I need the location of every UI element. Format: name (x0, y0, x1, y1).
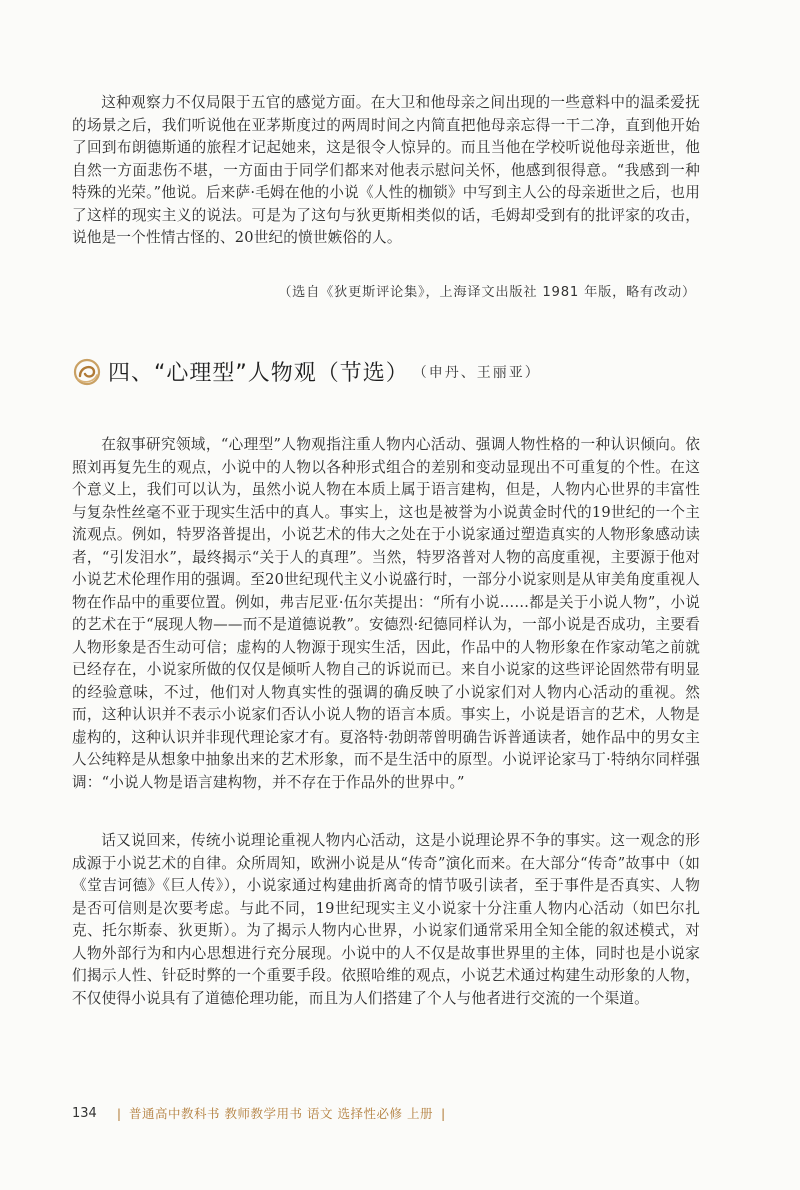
footer-book-title: 普通高中教科书 教师教学用书 语文 选择性必修 上册 (129, 1106, 433, 1121)
paragraph-traditional-theory: 话又说回来，传统小说理论重视人物内心活动，这是小说理论界不争的事实。这一观念的形成源于小说艺术的自律。众所周知，欧洲小说是从“传奇”演化而来。在大部分“传奇”故事中（如《堂吉诃德》《巨人传》），小说家通过构建曲折离奇的情节吸引读者，至于事件是否真实、人物是否可信则是次要考虑。与此不同，19世纪现实主义小说家十分注重人物内心活动（如巴尔扎克、托尔斯泰、狄更斯）。为了揭示人物内心世界，小说家们通常采用全知全能的叙述模式，对人物外部行为和内心思想进行充分展现。小说中的人不仅是故事世界里的主体，同时也是小说家们揭示人性、针砭时弊的一个重要手段。依照哈维的观点，小说艺术通过构建生动形象的人物，不仅使得小说具有了道德伦理功能，而且为人们搭建了个人与他者进行交流的一个渠道。 (72, 832, 700, 1007)
page-number: 134 (72, 1105, 97, 1121)
swirl-icon (72, 357, 102, 387)
page-footer (72, 1104, 453, 1122)
section-heading (72, 356, 541, 387)
footer-separator-end: | (440, 1105, 446, 1121)
source-citation: （选自《狄更斯评论集》，上海译文出版社 1981 年版，略有改动） (278, 285, 696, 300)
footer-separator: | (116, 1105, 122, 1121)
paragraph-psychological-view: 在叙事研究领域，“心理型”人物观指注重人物内心活动、强调人物性格的一种认识倾向。依照刘再复先生的观点，小说中的人物以各种形式组合的差别和变动显现出不可重复的个性。在这个意义上，我们可以认为，虽然小说人物在本质上属于语言建构，但是，人物内心世界的丰富性与复杂性丝毫不亚于现实生活中的真人。事实上，这也是被誉为小说黄金时代的19世纪的一个主流观点。例如，特罗洛普提出，小说艺术的伟大之处在于小说家通过塑造真实的人物形象感动读者，“引发泪水”，最终揭示“关于人的真理”。当然，特罗洛普对人物的高度重视，主要源于他对小说艺术伦理作用的强调。至20世纪现代主义小说盛行时，一部分小说家则是从审美角度重视人物在作品中的重要位置。例如，弗吉尼亚·伍尔芙提出：“所有小说……都是关于小说人物”，小说的艺术在于“展现人物——而不是道德说教”。安德烈·纪德同样认为，一部小说是否成功，主要看人物形象是否生动可信；虚构的人物源于现实生活，因此，作品中的人物形象在作家动笔之前就已经存在，小说家所做的仅仅是倾听人物自己的诉说而已。来自小说家的这些评论固然带有明显的经验意味，不过，他们对人物真实性的强调的确反映了小说家们对人物内心活动的重视。然而，这种认识并不表示小说家们否认小说人物的语言本质。事实上，小说是语言的艺术，人物是虚构的，这种认识并非现代理论家才有。夏洛特·勃朗蒂曾明确告诉普通读者，她作品中的男女主人公纯粹是从想象中抽象出来的艺术形象，而不是生活中的原型。小说评论家马丁·特纳尔同样强调：“小说人物是语言建构物，并不存在于作品外的世界中。” (72, 436, 700, 791)
paragraph-david-observation: 这种观察力不仅局限于五官的感觉方面。在大卫和他母亲之间出现的一些意料中的温柔爱抚的场景之后，我们听说他在亚茅斯度过的两周时间之内简直把他母亲忘得一干二净，直到他开始了回到布朗德斯通的旅程才记起她来，这是很令人惊异的。而且当他在学校听说他母亲逝世，他自然一方面悲伤不堪，一方面由于同学们都来对他表示慰问关怀，他感到很得意。“我感到一种特殊的光荣。”他说。后来萨·毛姆在他的小说《人性的枷锁》中写到主人公的母亲逝世之后，也用了这样的现实主义的说法。可是为了这句与狄更斯相类似的话，毛姆却受到有的批评家的攻击，说他是一个性情古怪的、20世纪的愤世嫉俗的人。 (72, 94, 700, 246)
section-title: 四、“心理型”人物观（节选） (108, 361, 409, 386)
section-authors: （申丹、王丽亚） (412, 364, 541, 381)
